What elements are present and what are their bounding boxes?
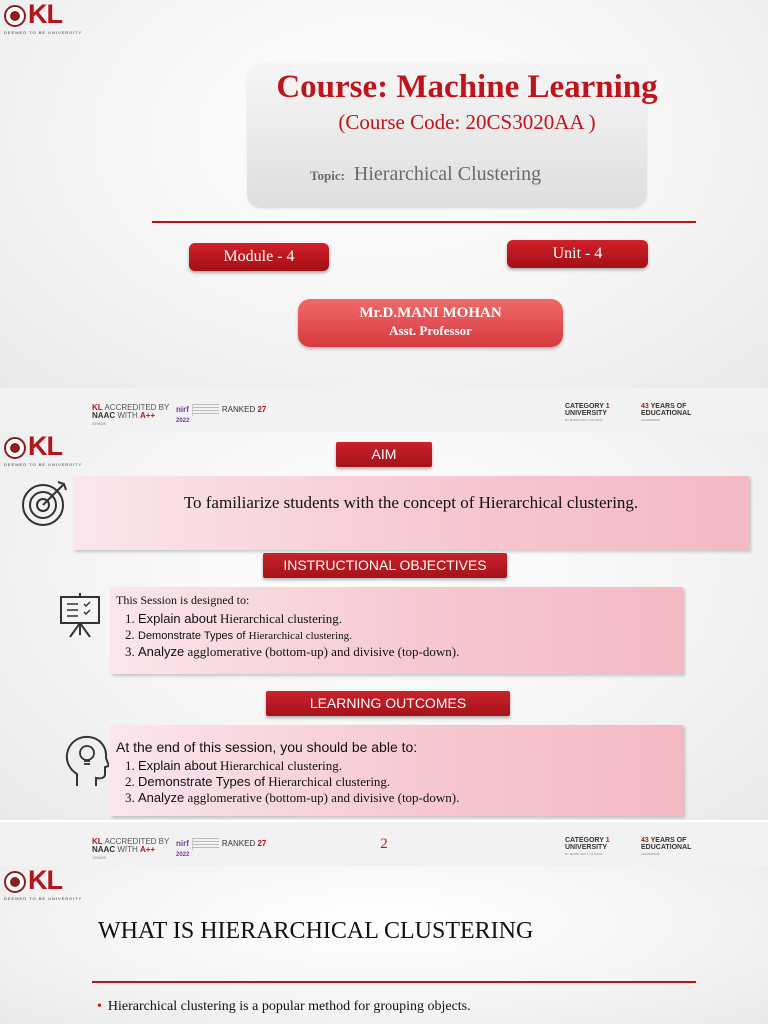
- aim-panel: [73, 476, 749, 550]
- item-verb: Analyze: [138, 790, 185, 805]
- slide-footer: [0, 388, 768, 432]
- logo-mark: KL: [28, 432, 62, 461]
- logo-mark: KL: [28, 0, 62, 29]
- item-verb: Demonstrate Types of: [138, 630, 246, 642]
- naac-small: GRADE: [92, 421, 107, 426]
- list-item: [138, 627, 459, 644]
- logo-university-text: DEEMED TO BE UNIVERSITY: [4, 462, 83, 467]
- naac-text: ACCREDITED BY: [104, 403, 170, 412]
- nirf-badge: [176, 838, 266, 859]
- presentation-board-icon: [58, 591, 102, 639]
- nirf-logo: nirf: [176, 839, 189, 849]
- topic-row: [310, 163, 541, 186]
- item-text: Hierarchical clustering.: [220, 611, 343, 626]
- ranked-num: 27: [257, 839, 267, 849]
- objectives-intro: This Session is designed to:: [116, 593, 250, 607]
- instructional-objectives-panel: [110, 587, 683, 674]
- university-seal-icon: [4, 871, 26, 893]
- unit-badge: Unit - 4: [507, 240, 648, 268]
- naac-grade: A++: [140, 411, 156, 420]
- naac-with: WITH: [117, 411, 138, 420]
- aim-label: AIM: [336, 442, 432, 467]
- outcomes-intro: At the end of this session, you should be able to:: [116, 739, 418, 755]
- target-icon: [20, 478, 70, 528]
- list-item: [138, 644, 459, 660]
- nirf-year: 2022: [176, 418, 190, 424]
- presenter-name: Mr.D.MANI MOHAN: [359, 305, 502, 321]
- years-num: 43: [641, 403, 649, 410]
- kl-logo: [4, 0, 84, 37]
- years-line2: EDUCATIONAL: [641, 410, 692, 417]
- list-item: [138, 790, 459, 806]
- bullet-item: [97, 999, 471, 1015]
- category-small: BY MHRD GOVT. OF INDIA: [565, 418, 603, 422]
- category-badge: [565, 403, 610, 424]
- nirf-badge: [176, 404, 266, 425]
- years-small: LEADERSHIP: [641, 418, 661, 422]
- module-badge: Module - 4: [189, 243, 329, 271]
- naac-kl: KL: [92, 837, 103, 846]
- ranked-num: 27: [257, 405, 267, 415]
- category-line1: CATEGORY: [565, 403, 604, 410]
- years-badge: [641, 837, 691, 858]
- slide-footer: [0, 822, 768, 866]
- nirf-fineprint: [192, 838, 219, 850]
- course-title: Course: Machine Learning: [276, 69, 658, 105]
- years-line1: YEARS OF: [650, 403, 687, 410]
- learning-outcomes-panel: [110, 725, 683, 816]
- nirf-logo: nirf: [176, 405, 189, 415]
- category-num: 1: [605, 403, 610, 410]
- list-item: [138, 611, 459, 627]
- item-text: Hierarchical clustering.: [248, 630, 352, 642]
- naac-small: GRADE: [92, 855, 107, 860]
- instructional-objectives-label: INSTRUCTIONAL OBJECTIVES: [263, 553, 507, 578]
- course-code: (Course Code: 20CS3020AA ): [338, 110, 596, 134]
- aim-text: To familiarize students with the concept of Hierarchical clustering.: [183, 493, 639, 512]
- outcomes-list: [116, 731, 459, 806]
- item-text: Hierarchical clustering.: [220, 758, 343, 773]
- ranked-label: RANKED: [221, 839, 256, 849]
- ranked-label: RANKED: [221, 405, 256, 415]
- logo-mark: KL: [28, 866, 62, 895]
- nirf-year: 2022: [176, 852, 190, 858]
- years-line2: EDUCATIONAL: [641, 844, 692, 851]
- university-seal-icon: [4, 437, 26, 459]
- objectives-slide: [0, 432, 768, 820]
- category-badge: [565, 837, 610, 858]
- definition-slide: [0, 866, 768, 1024]
- category-num: 1: [605, 837, 610, 844]
- learning-outcomes-label: LEARNING OUTCOMES: [266, 691, 510, 716]
- page-number: 2: [380, 836, 388, 852]
- logo-university-text: DEEMED TO BE UNIVERSITY: [4, 30, 83, 35]
- divider-line: [92, 981, 696, 983]
- naac-line2: NAAC: [92, 845, 116, 854]
- nirf-fineprint: [192, 404, 219, 416]
- category-small: BY MHRD GOVT. OF INDIA: [565, 852, 603, 856]
- naac-badge: [92, 404, 169, 428]
- item-verb: Analyze: [138, 644, 185, 659]
- topic-label: Topic:: [310, 168, 345, 183]
- university-seal-icon: [4, 5, 26, 27]
- years-line1: YEARS OF: [650, 837, 687, 844]
- naac-with: WITH: [117, 845, 138, 854]
- list-item: [138, 758, 459, 774]
- naac-kl: KL: [92, 403, 103, 412]
- logo-university-text: DEEMED TO BE UNIVERSITY: [4, 896, 83, 901]
- bullet-text: Hierarchical clustering is a popular method for grouping objects.: [107, 999, 471, 1014]
- topic-value: Hierarchical Clustering: [353, 163, 542, 185]
- divider-line: [152, 221, 696, 223]
- bullet-dot-icon: •: [97, 999, 102, 1014]
- years-small: LEADERSHIP: [641, 852, 661, 856]
- category-line1: CATEGORY: [565, 837, 604, 844]
- naac-badge: [92, 838, 169, 862]
- category-line2: UNIVERSITY: [565, 844, 608, 851]
- list-item: [138, 774, 459, 790]
- head-lightbulb-icon: [63, 734, 109, 788]
- category-line2: UNIVERSITY: [565, 410, 608, 417]
- naac-line2: NAAC: [92, 411, 116, 420]
- years-badge: [641, 403, 691, 424]
- presenter-badge: [298, 299, 563, 347]
- title-slide: [0, 0, 768, 388]
- item-text: Hierarchical clustering.: [268, 774, 391, 789]
- presenter-role: Asst. Professor: [389, 323, 472, 338]
- item-text: agglomerative (bottom-up) and divisive (top-down).: [187, 644, 460, 659]
- kl-logo: [4, 432, 84, 469]
- item-text: agglomerative (bottom-up) and divisive (top-down).: [187, 790, 460, 805]
- kl-logo: [4, 866, 84, 903]
- naac-grade: A++: [140, 845, 156, 854]
- years-num: 43: [641, 837, 649, 844]
- naac-text: ACCREDITED BY: [104, 837, 170, 846]
- item-verb: Explain about: [138, 611, 217, 626]
- item-verb: Explain about: [138, 758, 217, 773]
- item-verb: Demonstrate Types of: [138, 774, 265, 789]
- objectives-list: [116, 593, 459, 660]
- slide-title: WHAT IS HIERARCHICAL CLUSTERING: [98, 918, 534, 944]
